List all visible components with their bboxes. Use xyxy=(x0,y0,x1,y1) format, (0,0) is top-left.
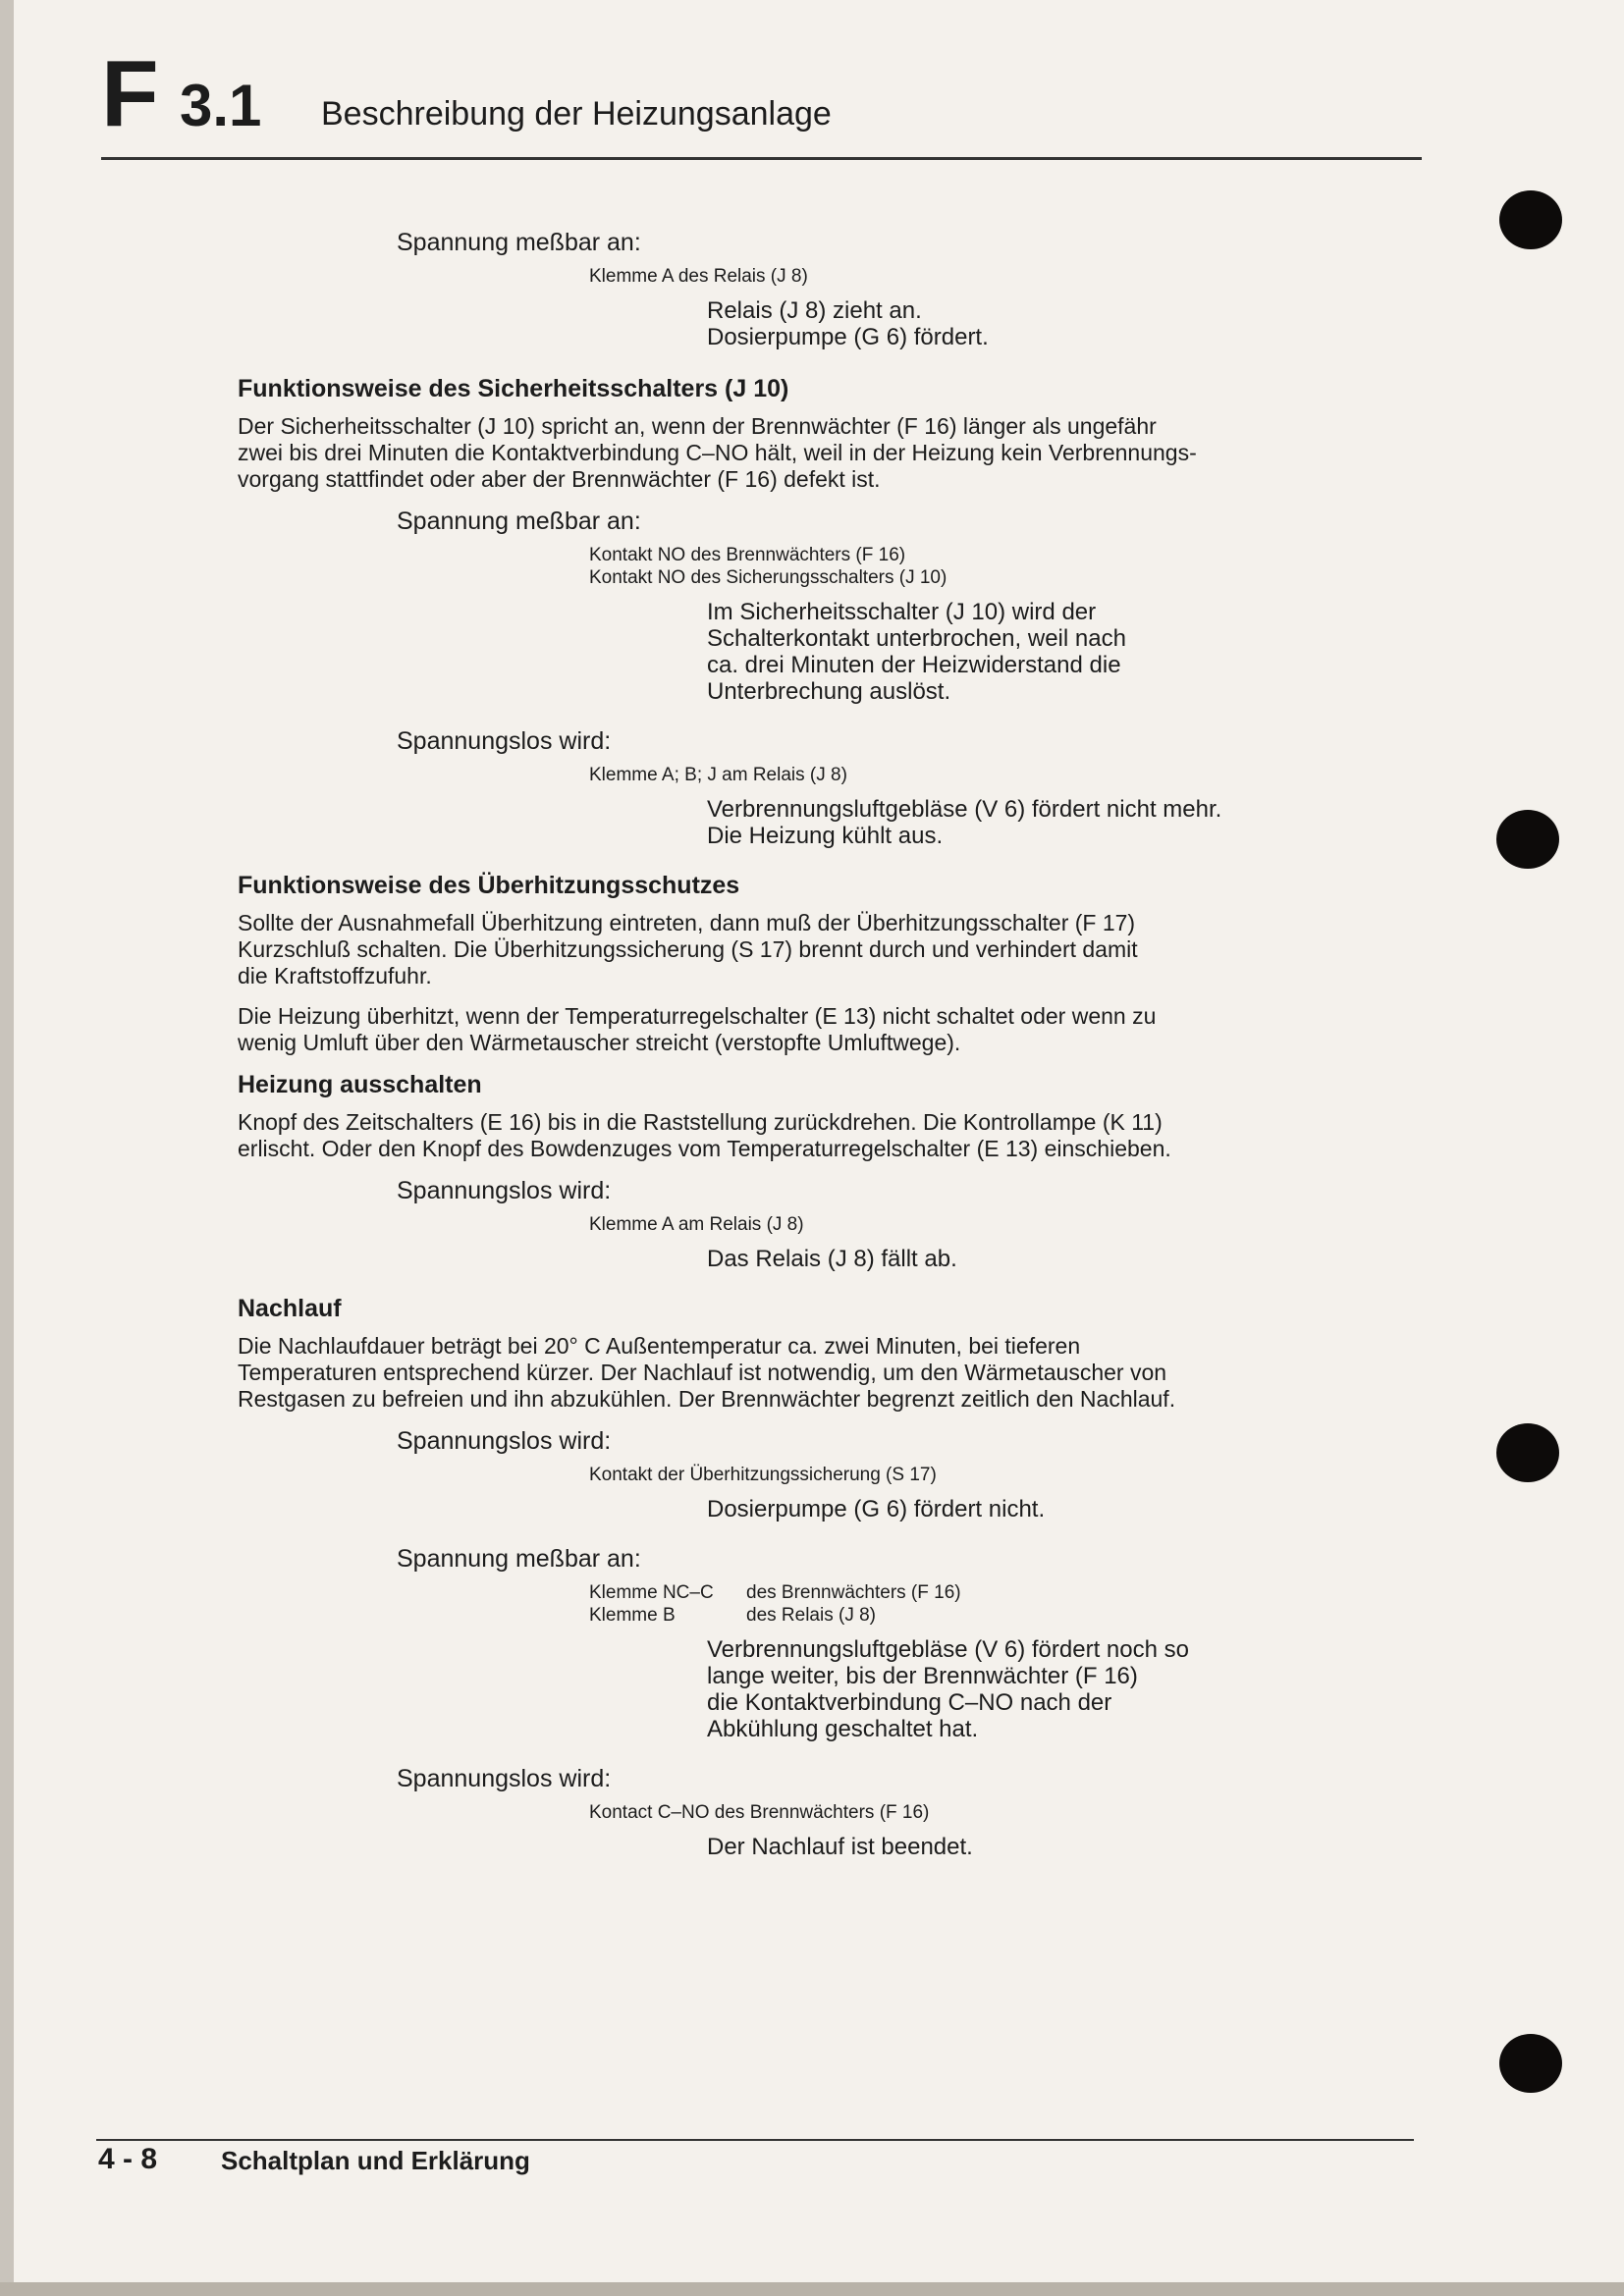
terminal-item: Kontact C–NO des Brennwächters (F 16) xyxy=(589,1802,930,1823)
paragraph xyxy=(238,413,1416,493)
result-line: Dosierpumpe (G 6) fördert. xyxy=(707,324,989,350)
terminal-list xyxy=(589,1801,1416,1824)
result-line: ca. drei Minuten der Heizwiderstand die xyxy=(707,652,1121,678)
paragraph-line: Der Sicherheitsschalter (J 10) spricht an, wenn der Brennwächter (F 16) länger als ungefähr xyxy=(238,413,1157,439)
footer-rule xyxy=(96,2139,1414,2141)
footer-title: Schaltplan und Erklärung xyxy=(221,2146,530,2175)
page-content xyxy=(238,228,1416,1882)
paragraph xyxy=(238,1109,1416,1162)
page-number: 4 - 8 xyxy=(98,2143,158,2175)
paragraph-line: Sollte der Ausnahmefall Überhitzung eintreten, dann muß der Überhitzungsschalter (F 17) xyxy=(238,910,1136,935)
terminal-list xyxy=(589,544,1416,589)
punch-hole xyxy=(1499,2034,1562,2093)
result-block xyxy=(707,599,1416,705)
paragraph-line: erlischt. Oder den Knopf des Bowdenzuges vom Temperaturregelschalter (E 13) einschieben. xyxy=(238,1136,1171,1161)
terminal-row xyxy=(589,1581,1416,1604)
result-line: die Kontaktverbindung C–NO nach der xyxy=(707,1689,1112,1716)
paragraph xyxy=(238,910,1416,989)
result-line: Dosierpumpe (G 6) fördert nicht. xyxy=(707,1496,1046,1522)
punch-hole xyxy=(1496,810,1559,869)
terminal-list xyxy=(589,1464,1416,1486)
header-rule xyxy=(101,157,1422,160)
result-block xyxy=(707,297,1416,350)
voltage-label: Spannungslos wird: xyxy=(397,1427,612,1455)
page-edge-bottom xyxy=(0,2282,1624,2296)
paragraph-line: Kurzschluß schalten. Die Überhitzungssicherung (S 17) brennt durch und verhindert damit xyxy=(238,936,1138,962)
paragraph-line: Die Heizung überhitzt, wenn der Temperaturregelschalter (E 13) nicht schaltet oder wenn zu xyxy=(238,1003,1157,1029)
result-line: Verbrennungsluftgebläse (V 6) fördert noch so xyxy=(707,1636,1189,1663)
terminal-item: Kontakt der Überhitzungssicherung (S 17) xyxy=(589,1465,937,1485)
result-block xyxy=(707,1636,1416,1742)
paragraph-line: Die Nachlaufdauer beträgt bei 20° C Außentemperatur ca. zwei Minuten, bei tieferen xyxy=(238,1333,1081,1359)
terminal-item: Kontakt NO des Sicherungsschalters (J 10) xyxy=(589,567,947,588)
punch-hole xyxy=(1499,190,1562,249)
result-block xyxy=(707,1834,1416,1860)
terminal-list xyxy=(589,265,1416,288)
voltage-label: Spannungslos wird: xyxy=(397,1765,612,1792)
terminal-list xyxy=(589,1581,1416,1627)
voltage-label: Spannung meßbar an: xyxy=(397,507,641,535)
result-line: Im Sicherheitsschalter (J 10) wird der xyxy=(707,599,1097,625)
terminal-name: Klemme NC–C xyxy=(589,1582,714,1603)
page-edge-left xyxy=(0,0,14,2296)
result-line: Abkühlung geschaltet hat. xyxy=(707,1716,979,1742)
terminal-list xyxy=(589,1213,1416,1236)
result-line: Verbrennungsluftgebläse (V 6) fördert nicht mehr. xyxy=(707,796,1222,823)
punch-hole xyxy=(1496,1423,1559,1482)
paragraph-line: Knopf des Zeitschalters (E 16) bis in die Raststellung zurückdrehen. Die Kontrollampe (K 11) xyxy=(238,1109,1163,1135)
voltage-label: Spannungslos wird: xyxy=(397,1177,612,1204)
terminal-name: Klemme B xyxy=(589,1605,676,1626)
result-line: Unterbrechung auslöst. xyxy=(707,678,951,705)
terminal-desc: des Brennwächters (F 16) xyxy=(746,1582,961,1603)
result-line: Der Nachlauf ist beendet. xyxy=(707,1834,973,1860)
section-heading: Nachlauf xyxy=(238,1295,342,1322)
section-heading: Funktionsweise des Sicherheitsschalters (J 10) xyxy=(238,375,789,402)
page-header xyxy=(101,41,1422,157)
paragraph-line: vorgang stattfindet oder aber der Brennwächter (F 16) defekt ist. xyxy=(238,466,881,492)
result-line: Die Heizung kühlt aus. xyxy=(707,823,944,849)
terminal-item: Kontakt NO des Brennwächters (F 16) xyxy=(589,545,906,565)
terminal-item: Klemme A; B; J am Relais (J 8) xyxy=(589,765,847,785)
terminal-list xyxy=(589,764,1416,786)
paragraph xyxy=(238,1333,1416,1413)
section-heading: Funktionsweise des Überhitzungsschutzes xyxy=(238,872,740,899)
page-title: Beschreibung der Heizungsanlage xyxy=(321,95,832,133)
paragraph-line: Temperaturen entsprechend kürzer. Der Nachlauf ist notwendig, um den Wärmetauscher von xyxy=(238,1360,1167,1385)
paragraph xyxy=(238,1003,1416,1056)
result-line: Das Relais (J 8) fällt ab. xyxy=(707,1246,957,1272)
voltage-label: Spannung meßbar an: xyxy=(397,1545,641,1573)
terminal-row xyxy=(589,1604,1416,1627)
section-letter: F xyxy=(101,41,159,146)
result-line: Schalterkontakt unterbrochen, weil nach xyxy=(707,625,1126,652)
result-block xyxy=(707,1246,1416,1272)
terminal-item: Klemme A des Relais (J 8) xyxy=(589,266,808,287)
voltage-label: Spannungslos wird: xyxy=(397,727,612,755)
result-block xyxy=(707,1496,1416,1522)
paragraph-line: die Kraftstoffzufuhr. xyxy=(238,963,432,988)
terminal-item: Klemme A am Relais (J 8) xyxy=(589,1214,804,1235)
section-heading: Heizung ausschalten xyxy=(238,1071,482,1098)
result-line: lange weiter, bis der Brennwächter (F 16) xyxy=(707,1663,1138,1689)
result-line: Relais (J 8) zieht an. xyxy=(707,297,922,324)
voltage-label: Spannung meßbar an: xyxy=(397,229,641,256)
terminal-desc: des Relais (J 8) xyxy=(746,1605,876,1626)
paragraph-line: zwei bis drei Minuten die Kontaktverbindung C–NO hält, weil in der Heizung kein Verbrennungs- xyxy=(238,440,1197,465)
section-number: 3.1 xyxy=(180,73,262,138)
paragraph-line: Restgasen zu befreien und ihn abzukühlen. Der Brennwächter begrenzt zeitlich den Nachlauf. xyxy=(238,1386,1176,1412)
result-block xyxy=(707,796,1416,849)
paragraph-line: wenig Umluft über den Wärmetauscher streicht (verstopfte Umluftwege). xyxy=(238,1030,961,1055)
